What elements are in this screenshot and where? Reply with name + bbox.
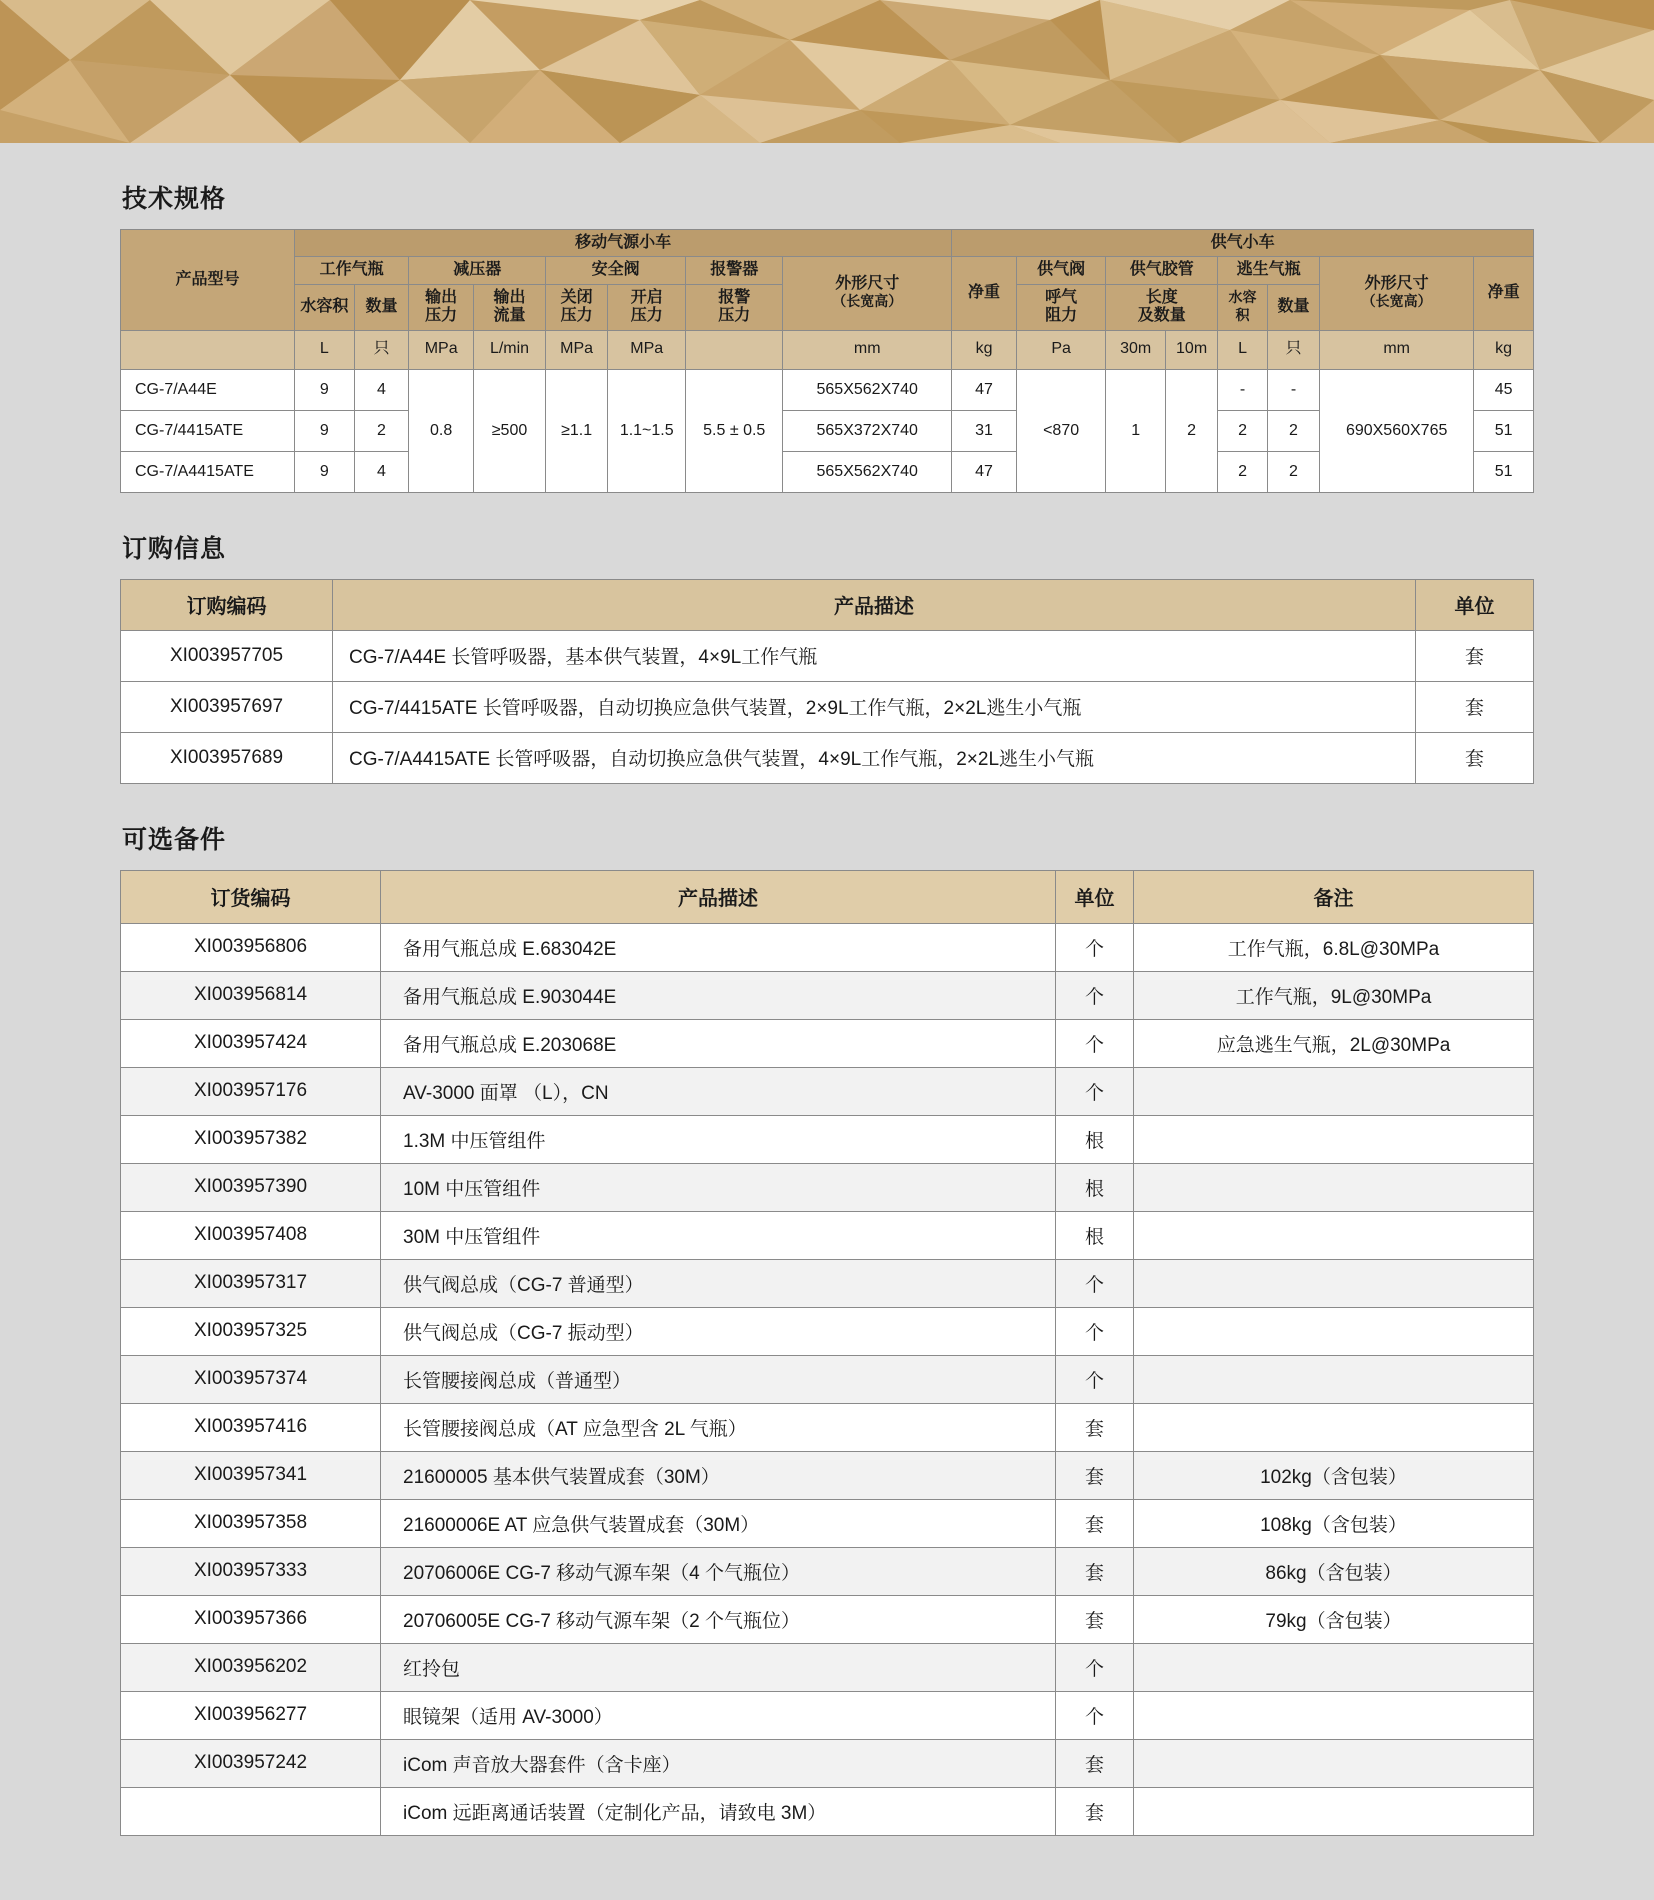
spec-header-netweight-supply: 净重 <box>1474 257 1534 330</box>
table-row <box>121 630 1534 681</box>
order-cell-code: XI003957705 <box>121 630 333 681</box>
parts-cell-unit: 个 <box>1056 1067 1134 1115</box>
spec-unit-dim-mobile: mm <box>783 330 952 369</box>
parts-cell-remark <box>1134 1739 1534 1787</box>
parts-cell-description: 30M 中压管组件 <box>381 1211 1056 1259</box>
spec-cell-alarm-pressure: 5.5 ± 0.5 <box>686 369 783 492</box>
spec-header-dim-supply <box>1320 257 1474 330</box>
table-row <box>121 1067 1534 1115</box>
spec-header-close-pressure-line1: 关闭 <box>560 288 593 306</box>
spec-header-length-qty-line2: 及数量 <box>1137 307 1186 325</box>
parts-cell-description: 20706006E CG-7 移动气源车架（4 个气瓶位） <box>381 1547 1056 1595</box>
parts-cell-description: 备用气瓶总成 E.203068E <box>381 1019 1056 1067</box>
spec-cell-model: CG-7/4415ATE <box>121 410 295 451</box>
spec-cell-model: CG-7/A44E <box>121 369 295 410</box>
table-row <box>121 1691 1534 1739</box>
order-header-description: 产品描述 <box>333 579 1416 630</box>
parts-cell-description: 1.3M 中压管组件 <box>381 1115 1056 1163</box>
parts-cell-unit: 根 <box>1056 1163 1134 1211</box>
parts-cell-code: XI003956806 <box>121 923 381 971</box>
parts-table-body <box>121 923 1534 1835</box>
spec-unit-hose-30m: 30m <box>1106 330 1166 369</box>
order-cell-unit: 套 <box>1416 681 1534 732</box>
page-content <box>0 179 1654 1896</box>
table-row <box>121 1787 1534 1835</box>
parts-cell-code <box>121 1787 381 1835</box>
spec-header-escape-water-line2: 积 <box>1235 307 1250 324</box>
spec-header-supply-valve: 供气阀 <box>1016 257 1105 284</box>
parts-cell-remark <box>1134 1355 1534 1403</box>
table-row <box>121 1115 1534 1163</box>
spec-cell-escape-water: 2 <box>1218 410 1268 451</box>
spec-cell-escape-qty: 2 <box>1267 451 1319 492</box>
spec-cell-dim-mobile: 565X562X740 <box>783 451 952 492</box>
table-row <box>121 1259 1534 1307</box>
parts-header-code: 订货编码 <box>121 870 381 923</box>
spec-cell-hose-30m: 1 <box>1106 369 1166 492</box>
spec-header-row-2 <box>121 257 1534 284</box>
spec-header-supply-hose: 供气胶管 <box>1106 257 1218 284</box>
table-row <box>121 1211 1534 1259</box>
spec-header-work-cylinder: 工作气瓶 <box>295 257 409 284</box>
table-row <box>121 1499 1534 1547</box>
spec-header-escape-qty: 数量 <box>1267 284 1319 330</box>
parts-cell-unit: 个 <box>1056 1643 1134 1691</box>
spec-cell-breath-resist: <870 <box>1016 369 1105 492</box>
spec-header-out-flow-line2: 流量 <box>493 307 526 325</box>
spec-header-out-flow-line1: 输出 <box>493 288 526 306</box>
spec-cell-netweight-supply: 51 <box>1474 451 1534 492</box>
spec-section-title: 技术规格 <box>122 185 227 213</box>
parts-cell-remark <box>1134 1163 1534 1211</box>
spec-header-open-pressure <box>608 284 686 330</box>
spec-cell-out-pressure: 0.8 <box>409 369 474 492</box>
spec-units-row <box>121 330 1534 369</box>
table-row <box>121 1547 1534 1595</box>
technical-specification-table <box>120 229 1534 493</box>
parts-cell-code: XI003957382 <box>121 1115 381 1163</box>
optional-parts-table <box>120 870 1534 1836</box>
parts-cell-unit: 套 <box>1056 1739 1134 1787</box>
spec-header-length-qty-line1: 长度 <box>1145 288 1178 306</box>
spec-cell-water-capacity: 9 <box>295 369 355 410</box>
table-row <box>121 1403 1534 1451</box>
table-row <box>121 1019 1534 1067</box>
spec-cell-water-capacity: 9 <box>295 410 355 451</box>
parts-cell-description: 红拎包 <box>381 1643 1056 1691</box>
spec-cell-quantity: 4 <box>354 369 409 410</box>
parts-cell-code: XI003957374 <box>121 1355 381 1403</box>
spec-cell-dim-mobile: 565X372X740 <box>783 410 952 451</box>
table-row <box>121 1307 1534 1355</box>
spec-unit-quantity: 只 <box>354 330 409 369</box>
parts-cell-remark <box>1134 1115 1534 1163</box>
parts-cell-unit: 套 <box>1056 1595 1134 1643</box>
parts-cell-remark: 102kg（含包装） <box>1134 1451 1534 1499</box>
spec-header-model: 产品型号 <box>121 230 295 331</box>
spec-unit-out-flow: L/min <box>473 330 545 369</box>
spec-header-alarm-pressure-line2: 压力 <box>718 307 751 325</box>
spec-unit-open-pressure: MPa <box>608 330 686 369</box>
parts-cell-remark: 79kg（含包装） <box>1134 1595 1534 1643</box>
spec-header-alarm-pressure <box>686 284 783 330</box>
spec-cell-escape-qty: 2 <box>1267 410 1319 451</box>
spec-unit-breath-resist: Pa <box>1016 330 1105 369</box>
spec-header-open-pressure-line2: 压力 <box>630 307 663 325</box>
parts-cell-remark: 108kg（含包装） <box>1134 1499 1534 1547</box>
spec-unit-out-pressure: MPa <box>409 330 474 369</box>
parts-cell-code: XI003956814 <box>121 971 381 1019</box>
spec-unit-hose-10m: 10m <box>1166 330 1218 369</box>
parts-cell-unit: 套 <box>1056 1547 1134 1595</box>
parts-cell-unit: 套 <box>1056 1403 1134 1451</box>
order-header-unit: 单位 <box>1416 579 1534 630</box>
order-cell-description: CG-7/A44E 长管呼吸器，基本供气装置，4×9L工作气瓶 <box>333 630 1416 681</box>
spec-header-group-supply: 供气小车 <box>952 230 1534 257</box>
table-row <box>121 1643 1534 1691</box>
parts-header-remark: 备注 <box>1134 870 1534 923</box>
parts-cell-description: 21600005 基本供气装置成套（30M） <box>381 1451 1056 1499</box>
parts-cell-remark <box>1134 1307 1534 1355</box>
parts-cell-description: 长管腰接阀总成（普通型） <box>381 1355 1056 1403</box>
order-header-code: 订购编码 <box>121 579 333 630</box>
parts-cell-unit: 套 <box>1056 1451 1134 1499</box>
parts-cell-remark: 工作气瓶，9L@30MPa <box>1134 971 1534 1019</box>
spec-unit-netweight-supply: kg <box>1474 330 1534 369</box>
spec-header-escape-cylinder: 逃生气瓶 <box>1218 257 1320 284</box>
spec-cell-netweight-mobile: 31 <box>952 410 1017 451</box>
order-cell-code: XI003957689 <box>121 732 333 783</box>
parts-cell-code: XI003957358 <box>121 1499 381 1547</box>
parts-cell-unit: 个 <box>1056 1355 1134 1403</box>
spec-header-group-mobile: 移动气源小车 <box>295 230 952 257</box>
parts-cell-description: iCom 声音放大器套件（含卡座） <box>381 1739 1056 1787</box>
spec-cell-out-flow: ≥500 <box>473 369 545 492</box>
spec-header-close-pressure <box>546 284 608 330</box>
parts-cell-code: XI003957390 <box>121 1163 381 1211</box>
parts-cell-remark: 应急逃生气瓶，2L@30MPa <box>1134 1019 1534 1067</box>
order-cell-unit: 套 <box>1416 630 1534 681</box>
parts-cell-code: XI003956202 <box>121 1643 381 1691</box>
table-row <box>121 1355 1534 1403</box>
spec-unit-dim-supply: mm <box>1320 330 1474 369</box>
spec-cell-water-capacity: 9 <box>295 451 355 492</box>
parts-cell-description: 长管腰接阀总成（AT 应急型含 2L 气瓶） <box>381 1403 1056 1451</box>
parts-cell-code: XI003957242 <box>121 1739 381 1787</box>
spec-header-breath-resist-line1: 呼气 <box>1045 288 1078 306</box>
parts-cell-unit: 根 <box>1056 1115 1134 1163</box>
order-header-row <box>121 579 1534 630</box>
spec-cell-escape-qty: - <box>1267 369 1319 410</box>
table-row <box>121 732 1534 783</box>
parts-cell-remark <box>1134 1211 1534 1259</box>
parts-cell-description: 20706005E CG-7 移动气源车架（2 个气瓶位） <box>381 1595 1056 1643</box>
spec-header-dim-mobile <box>783 257 952 330</box>
table-row <box>121 1595 1534 1643</box>
parts-cell-remark <box>1134 1691 1534 1739</box>
spec-data-row <box>121 369 1534 410</box>
spec-cell-quantity: 4 <box>354 451 409 492</box>
parts-cell-description: 供气阀总成（CG-7 振动型） <box>381 1307 1056 1355</box>
spec-cell-netweight-supply: 45 <box>1474 369 1534 410</box>
table-row <box>121 971 1534 1019</box>
spec-header-out-pressure-line2: 压力 <box>425 307 458 325</box>
parts-cell-description: 10M 中压管组件 <box>381 1163 1056 1211</box>
spec-unit-escape-qty: 只 <box>1267 330 1319 369</box>
parts-cell-remark <box>1134 1067 1534 1115</box>
spec-header-escape-water-line1: 水容 <box>1228 288 1257 305</box>
spec-header-close-pressure-line2: 压力 <box>560 307 593 325</box>
spec-unit-escape-water: L <box>1218 330 1268 369</box>
parts-cell-unit: 个 <box>1056 1019 1134 1067</box>
spec-header-dim-supply-line1: 外形尺寸 <box>1364 275 1429 293</box>
parts-cell-description: 21600006E AT 应急供气装置成套（30M） <box>381 1499 1056 1547</box>
parts-cell-unit: 个 <box>1056 923 1134 971</box>
spec-cell-escape-water: - <box>1218 369 1268 410</box>
spec-header-netweight-mobile: 净重 <box>952 257 1017 330</box>
parts-cell-remark <box>1134 1403 1534 1451</box>
table-row <box>121 681 1534 732</box>
parts-header-unit: 单位 <box>1056 870 1134 923</box>
order-cell-unit: 套 <box>1416 732 1534 783</box>
parts-cell-unit: 个 <box>1056 1691 1134 1739</box>
parts-cell-unit: 套 <box>1056 1787 1134 1835</box>
order-cell-description: CG-7/A4415ATE 长管呼吸器，自动切换应急供气装置，4×9L工作气瓶，2×2L逃生小气瓶 <box>333 732 1416 783</box>
spec-header-alarm-pressure-line1: 报警 <box>718 288 751 306</box>
parts-cell-code: XI003956277 <box>121 1691 381 1739</box>
spec-header-length-qty <box>1106 284 1218 330</box>
banner-polygons <box>0 0 1654 143</box>
spec-cell-model: CG-7/A4415ATE <box>121 451 295 492</box>
spec-header-alarm: 报警器 <box>686 257 783 284</box>
parts-cell-unit: 个 <box>1056 1307 1134 1355</box>
spec-header-out-pressure-line1: 输出 <box>425 288 458 306</box>
parts-cell-remark <box>1134 1259 1534 1307</box>
spec-cell-dim-supply: 690X560X765 <box>1320 369 1474 492</box>
spec-cell-quantity: 2 <box>354 410 409 451</box>
spec-cell-netweight-supply: 51 <box>1474 410 1534 451</box>
order-cell-code: XI003957697 <box>121 681 333 732</box>
spec-header-breath-resist-line2: 阻力 <box>1045 307 1078 325</box>
spec-cell-netweight-mobile: 47 <box>952 451 1017 492</box>
spec-header-dim-mobile-line1: 外形尺寸 <box>835 275 900 293</box>
parts-cell-description: 备用气瓶总成 E.683042E <box>381 923 1056 971</box>
order-cell-description: CG-7/4415ATE 长管呼吸器，自动切换应急供气装置，2×9L工作气瓶，2×2L逃生小气瓶 <box>333 681 1416 732</box>
parts-cell-description: 眼镜架（适用 AV-3000） <box>381 1691 1056 1739</box>
table-row <box>121 923 1534 971</box>
parts-cell-code: XI003957416 <box>121 1403 381 1451</box>
parts-header-row <box>121 870 1534 923</box>
parts-cell-description: iCom 远距离通话装置（定制化产品，请致电 3M） <box>381 1787 1056 1835</box>
parts-cell-code: XI003957408 <box>121 1211 381 1259</box>
parts-cell-remark: 工作气瓶，6.8L@30MPa <box>1134 923 1534 971</box>
spec-cell-netweight-mobile: 47 <box>952 369 1017 410</box>
parts-section-title: 可选备件 <box>122 825 227 854</box>
parts-cell-description: AV-3000 面罩 （L），CN <box>381 1067 1056 1115</box>
spec-unit-water-capacity: L <box>295 330 355 369</box>
parts-header-description: 产品描述 <box>381 870 1056 923</box>
parts-cell-remark <box>1134 1787 1534 1835</box>
spec-header-open-pressure-line1: 开启 <box>630 288 663 306</box>
parts-cell-description: 备用气瓶总成 E.903044E <box>381 971 1056 1019</box>
table-row <box>121 1739 1534 1787</box>
parts-cell-code: XI003957325 <box>121 1307 381 1355</box>
spec-cell-escape-water: 2 <box>1218 451 1268 492</box>
order-section-title: 订购信息 <box>122 534 227 563</box>
table-row <box>121 1163 1534 1211</box>
parts-cell-unit: 套 <box>1056 1499 1134 1547</box>
spec-unit-alarm-pressure <box>686 330 783 369</box>
decorative-gold-banner <box>0 0 1654 143</box>
spec-header-quantity: 数量 <box>354 284 409 330</box>
parts-cell-unit: 根 <box>1056 1211 1134 1259</box>
spec-cell-close-pressure: ≥1.1 <box>546 369 608 492</box>
ordering-information-table <box>120 579 1534 784</box>
parts-cell-code: XI003957366 <box>121 1595 381 1643</box>
spec-header-dim-mobile-line2: （长宽高） <box>832 293 903 310</box>
parts-cell-code: XI003957424 <box>121 1019 381 1067</box>
spec-cell-open-pressure: 1.1~1.5 <box>608 369 686 492</box>
spec-header-out-flow <box>473 284 545 330</box>
spec-cell-hose-10m: 2 <box>1166 369 1218 492</box>
spec-header-row-1 <box>121 230 1534 257</box>
parts-cell-unit: 个 <box>1056 971 1134 1019</box>
spec-cell-dim-mobile: 565X562X740 <box>783 369 952 410</box>
parts-cell-remark: 86kg（含包装） <box>1134 1547 1534 1595</box>
spec-unit-close-pressure: MPa <box>546 330 608 369</box>
parts-cell-code: XI003957341 <box>121 1451 381 1499</box>
spec-header-water-capacity: 水容积 <box>295 284 355 330</box>
spec-header-regulator: 减压器 <box>409 257 546 284</box>
table-row <box>121 1451 1534 1499</box>
parts-cell-description: 供气阀总成（CG-7 普通型） <box>381 1259 1056 1307</box>
spec-header-escape-water <box>1218 284 1268 330</box>
spec-header-safety-valve: 安全阀 <box>546 257 686 284</box>
parts-cell-unit: 个 <box>1056 1259 1134 1307</box>
spec-header-out-pressure <box>409 284 474 330</box>
parts-cell-remark <box>1134 1643 1534 1691</box>
parts-cell-code: XI003957176 <box>121 1067 381 1115</box>
spec-unit-netweight-mobile: kg <box>952 330 1017 369</box>
spec-header-breath-resist <box>1016 284 1105 330</box>
spec-unit-blank <box>121 330 295 369</box>
parts-cell-code: XI003957333 <box>121 1547 381 1595</box>
parts-cell-code: XI003957317 <box>121 1259 381 1307</box>
spec-header-dim-supply-line2: （长宽高） <box>1361 293 1432 310</box>
